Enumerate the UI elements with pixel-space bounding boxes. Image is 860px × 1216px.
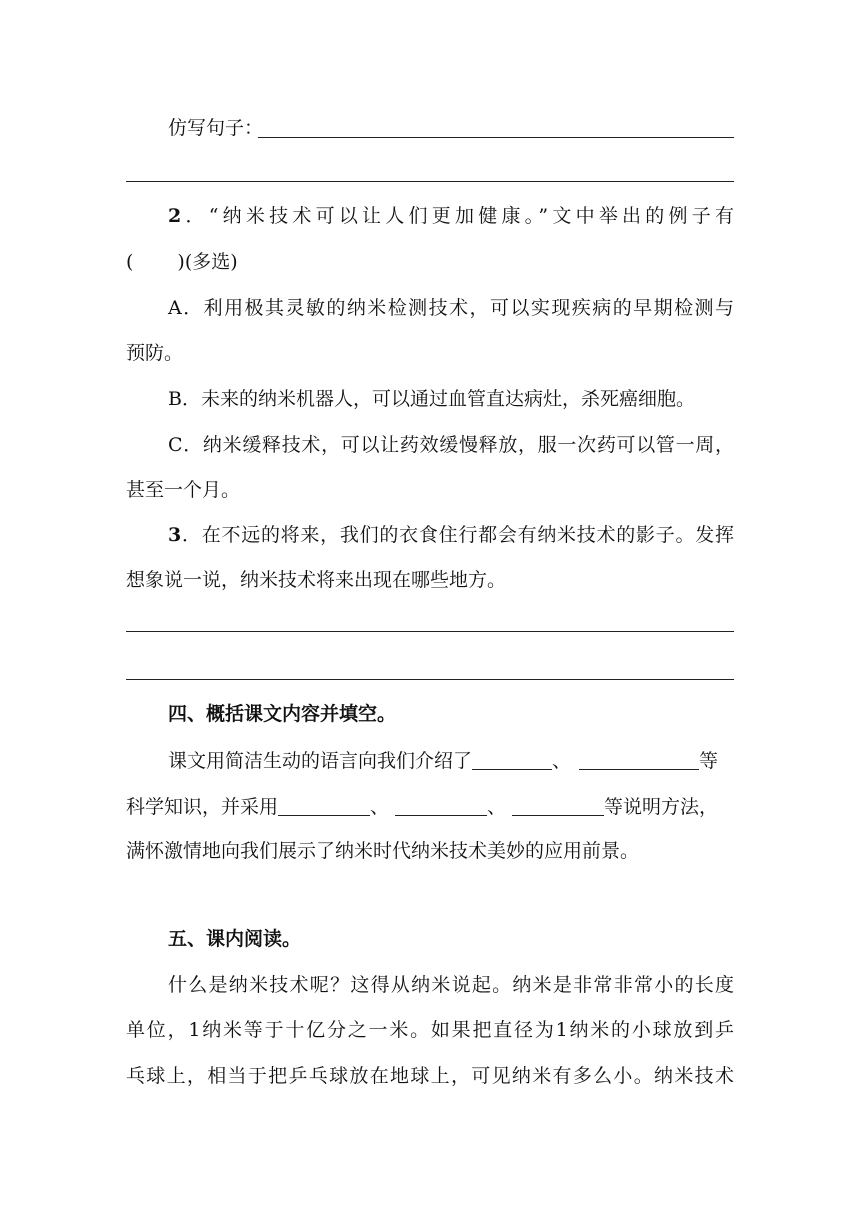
section4-line-2 — [126, 797, 734, 817]
reading-text-1: 什么是纳米技术呢？这得从纳米说起。纳米是非常非常小的长度 — [168, 974, 734, 996]
section4-blank-4[interactable] — [395, 797, 487, 816]
reading-line-3 — [126, 1067, 734, 1086]
q3-text-2: 想象说一说，纳米技术将来出现在哪些地方。 — [126, 569, 507, 591]
section4-text-2b: 等说明方法， — [604, 796, 719, 818]
imitate-sentence-row — [168, 119, 734, 138]
q2-paren-close: ) — [177, 251, 185, 273]
section4-sep-1: 、 — [552, 750, 572, 772]
section4-heading — [168, 705, 734, 724]
q2-paren-open: ( — [126, 251, 134, 273]
section4-sep-3: 、 — [487, 796, 507, 818]
imitate-label: 仿写句子： — [168, 117, 264, 139]
section5-heading-text: 五、课内阅读。 — [168, 928, 302, 950]
q2-option-b-letter: B — [168, 388, 182, 410]
q2-option-b-text: ．未来的纳米机器人，可以通过血管直达病灶，杀死癌细胞。 — [181, 388, 695, 410]
q2-option-c-cont — [126, 481, 734, 500]
section4-line-3 — [126, 842, 734, 861]
reading-line-1 — [168, 976, 734, 995]
section5-heading — [168, 930, 734, 949]
q2-option-c-letter: C — [168, 434, 183, 456]
q2-answer-row — [126, 253, 734, 272]
section4-line-1 — [168, 751, 734, 771]
q2-option-a-cont — [126, 344, 734, 363]
q3-line-1 — [168, 526, 734, 545]
q2-stem-text: ．“纳米技术可以让人们更加健康。”文中举出的例子有 — [181, 205, 734, 227]
q2-option-a-letter: A — [168, 297, 182, 319]
reading-line-2 — [126, 1021, 734, 1040]
q3-text-1: ．在不远的将来，我们的衣食住行都会有纳米技术的影子。发挥 — [181, 524, 734, 546]
q2-number: 2 — [168, 205, 182, 227]
q2-multi-select-note: (多选) — [184, 251, 238, 273]
section4-text-1a: 课文用简洁生动的语言向我们介绍了 — [168, 750, 473, 772]
reading-text-2: 单位，1纳米等于十亿分之一米。如果把直径为1纳米的小球放到乒 — [126, 1019, 734, 1041]
section4-blank-1[interactable] — [472, 751, 552, 770]
q2-option-a-text-cont: 预防。 — [126, 342, 184, 364]
section4-blank-2[interactable] — [579, 751, 699, 770]
section4-sep-2: 、 — [370, 796, 390, 818]
q3-number: 3 — [168, 524, 182, 546]
section4-blank-3[interactable] — [278, 797, 370, 816]
section4-text-2a: 科学知识，并采用 — [126, 796, 279, 818]
q2-option-c-text: ．纳米缓释技术，可以让药效缓慢释放，服一次药可以管一周， — [182, 434, 734, 456]
q2-stem — [168, 207, 734, 226]
imitate-answer-line-2[interactable] — [126, 181, 734, 182]
section4-heading-text: 四、概括课文内容并填空。 — [168, 703, 397, 725]
q2-option-c — [168, 436, 734, 455]
q3-line-2 — [126, 571, 734, 590]
imitate-answer-line-1[interactable] — [258, 137, 734, 138]
q2-option-a-text: ．利用极其灵敏的纳米检测技术，可以实现疾病的早期检测与 — [181, 297, 734, 319]
reading-text-3: 乓球上，相当于把乒乓球放在地球上，可见纳米有多么小。纳米技术 — [126, 1065, 734, 1087]
q3-answer-line-1[interactable] — [126, 631, 734, 632]
q2-option-b — [168, 390, 734, 409]
q3-answer-line-2[interactable] — [126, 679, 734, 680]
q2-option-a — [168, 299, 734, 318]
q2-option-c-text-cont: 甚至一个月。 — [126, 479, 241, 501]
section4-text-3: 满怀激情地向我们展示了纳米时代纳米技术美妙的应用前景。 — [126, 840, 640, 862]
section4-blank-5[interactable] — [512, 797, 604, 816]
section4-text-1b: 等 — [699, 750, 719, 772]
